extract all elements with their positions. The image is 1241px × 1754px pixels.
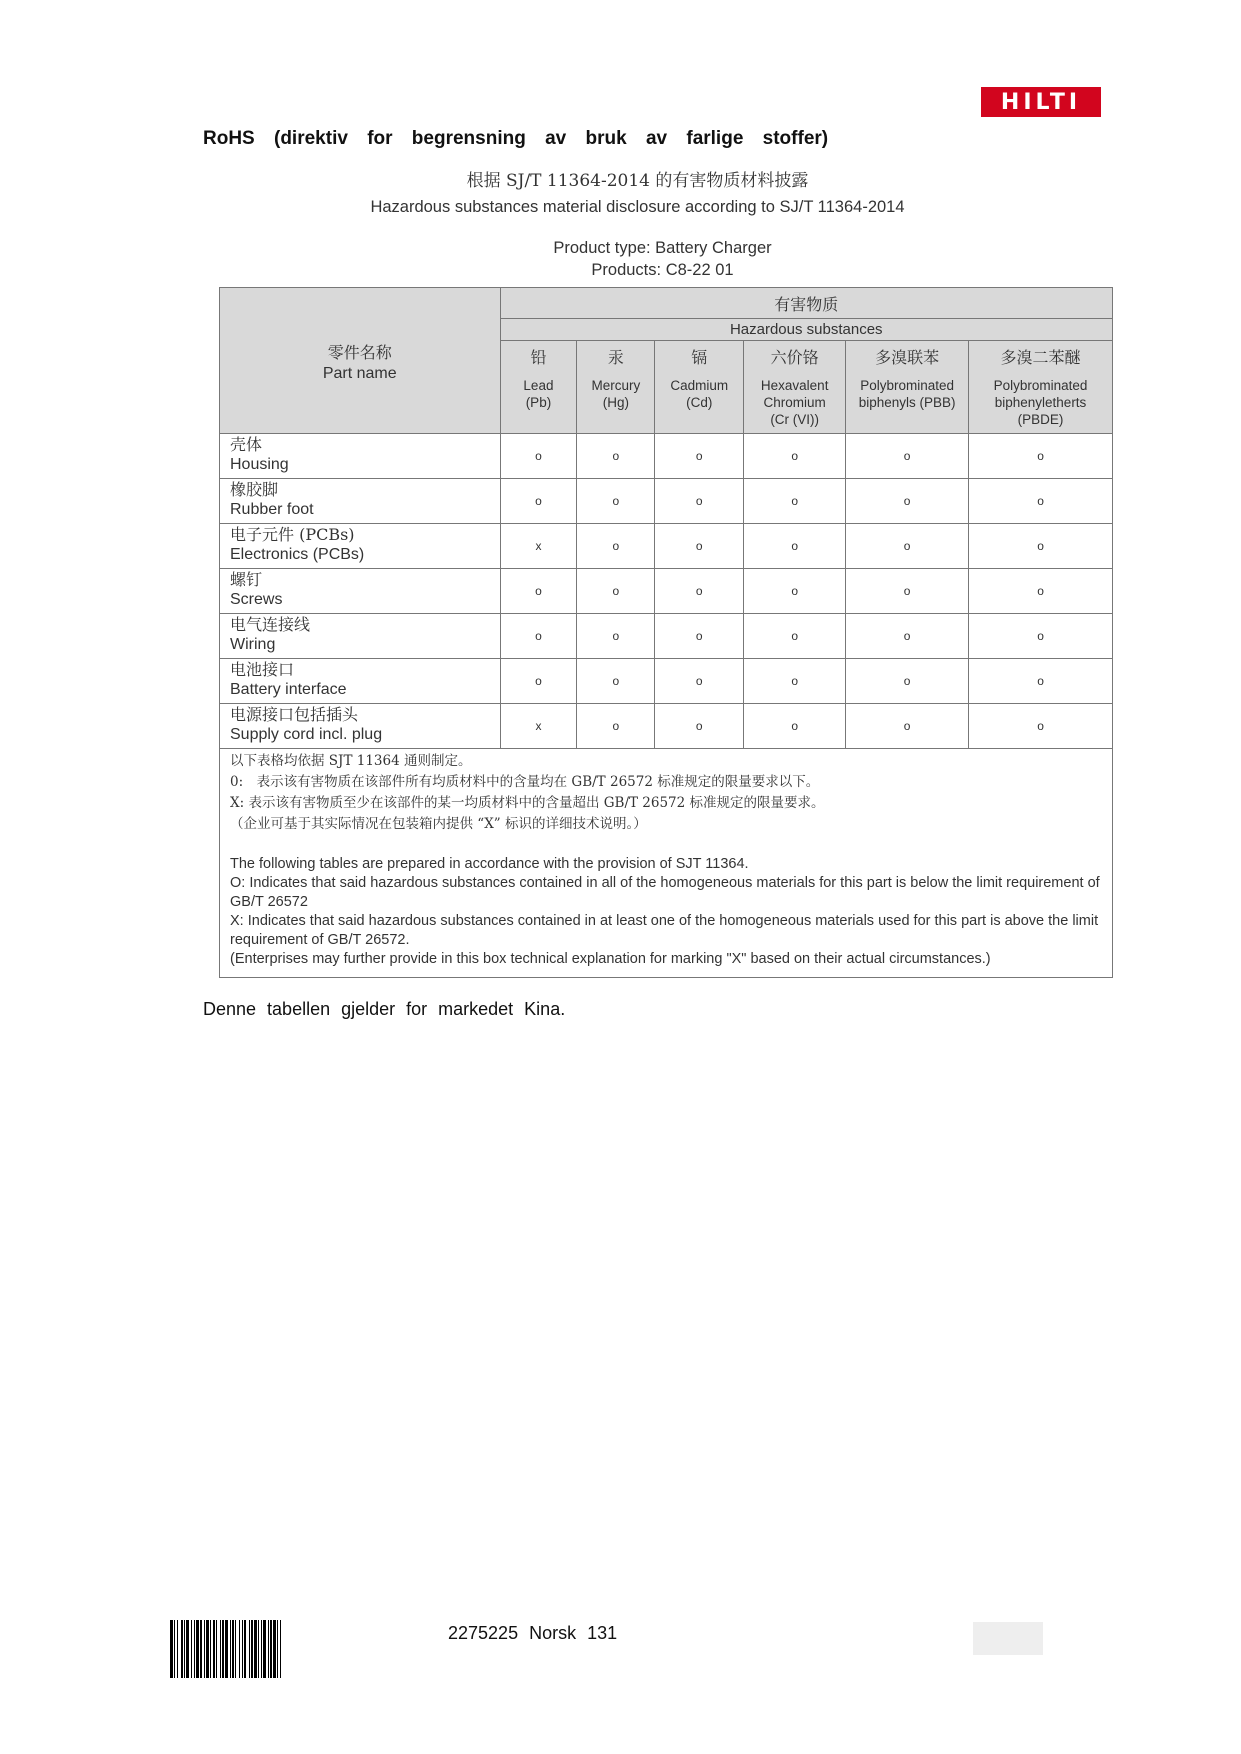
substance-mark: o xyxy=(846,614,969,659)
substance-mark: o xyxy=(969,434,1113,479)
substance-mark: o xyxy=(577,614,655,659)
substance-mark: o xyxy=(969,704,1113,749)
substance-mark: o xyxy=(744,659,846,704)
substance-mark: x xyxy=(500,524,577,569)
page-id: 2275225 Norsk 131 xyxy=(448,1623,618,1643)
table-row xyxy=(220,479,1113,524)
note-line-en: The following tables are prepared in accordance with the provision of SJT 11364. xyxy=(230,856,749,872)
section-heading: RoHS (direktiv for begrensning av bruk av farlige stoffer) xyxy=(203,128,829,149)
substance-mark: o xyxy=(744,704,846,749)
substance-mark: o xyxy=(846,479,969,524)
table-row xyxy=(220,434,1113,479)
substance-mark: o xyxy=(577,569,655,614)
hazardous-substances-table xyxy=(219,287,1113,978)
substance-mark: x xyxy=(500,704,577,749)
substance-mark: o xyxy=(500,434,577,479)
substance-mark: o xyxy=(500,569,577,614)
note-line-cn: 以下表格均依据 SJT 11364 通则制定。 xyxy=(230,753,472,769)
substance-mark: o xyxy=(500,479,577,524)
note-line-en: X: Indicates that said hazardous substances contained in at least one of the homogeneous materials used for this part is above the limit requirement of GB/T 26572. xyxy=(230,913,1099,948)
substance-column-header: 多溴二苯醚 Polybrominated biphenyletherts (PBDE) xyxy=(969,341,1113,434)
product-type: Product type: Battery Charger xyxy=(553,239,772,257)
disclosure-title-en: Hazardous substances material disclosure according to SJ/T 11364-2014 xyxy=(370,198,905,216)
substance-column-header: 六价铬 Hexavalent Chromium (Cr (VI)) xyxy=(744,341,846,434)
hilti-logo: HILTI xyxy=(981,87,1101,117)
disclosure-header xyxy=(215,166,1110,281)
note-line-en: (Enterprises may further provide in this box technical explanation for marking "X" based on their actual circumstances.) xyxy=(230,951,991,967)
note-line-cn: X: 表示该有害物质至少在该部件的某一均质材料中的含量超出 GB/T 26572 标准规定的限量要求。 xyxy=(230,795,825,811)
table-row xyxy=(220,614,1113,659)
substance-mark: o xyxy=(744,434,846,479)
substance-mark: o xyxy=(655,524,744,569)
substance-mark: o xyxy=(577,704,655,749)
substance-mark: o xyxy=(969,569,1113,614)
substance-column-header: 铅 Lead (Pb) xyxy=(500,341,577,434)
part-name-cell: 螺钉 Screws xyxy=(220,569,501,614)
barcode xyxy=(170,1620,425,1678)
page-tab-marker xyxy=(973,1622,1043,1655)
note-line-en: O: Indicates that said hazardous substances contained in all of the homogeneous materials for this part is below the limit requirement of GB/T 26572 xyxy=(230,875,1100,910)
substance-mark: o xyxy=(744,614,846,659)
table-row xyxy=(220,524,1113,569)
part-name-cell: 电池接口 Battery interface xyxy=(220,659,501,704)
table-row xyxy=(220,569,1113,614)
substance-mark: o xyxy=(577,659,655,704)
hazard-header-cn: 有害物质 xyxy=(500,288,1112,319)
substance-mark: o xyxy=(846,659,969,704)
table-row xyxy=(220,704,1113,749)
substance-mark: o xyxy=(655,659,744,704)
note-line-cn: （企业可基于其实际情况在包装箱内提供 “X” 标识的详细技术说明。） xyxy=(230,816,647,832)
substance-mark: o xyxy=(577,479,655,524)
part-name-cell: 电源接口包括插头 Supply cord incl. plug xyxy=(220,704,501,749)
substance-mark: o xyxy=(846,569,969,614)
part-name-cell: 橡胶脚 Rubber foot xyxy=(220,479,501,524)
substance-mark: o xyxy=(969,614,1113,659)
substance-mark: o xyxy=(744,479,846,524)
substance-mark: o xyxy=(500,614,577,659)
part-name-header: 零件名称 Part name xyxy=(220,288,501,434)
substance-mark: o xyxy=(655,434,744,479)
part-name-cell: 壳体 Housing xyxy=(220,434,501,479)
substance-mark: o xyxy=(969,524,1113,569)
products: Products: C8-22 01 xyxy=(591,261,734,279)
part-name-cell: 电气连接线 Wiring xyxy=(220,614,501,659)
substance-mark: o xyxy=(655,569,744,614)
substance-column-header: 多溴联苯 Polybrominated biphenyls (PBB) xyxy=(846,341,969,434)
substance-mark: o xyxy=(846,524,969,569)
disclosure-title-cn: 根据 SJ/T 11364-2014 的有害物质材料披露 xyxy=(466,171,809,191)
market-note: Denne tabellen gjelder for markedet Kina. xyxy=(203,999,566,1019)
substance-mark: o xyxy=(655,614,744,659)
substance-mark: o xyxy=(969,659,1113,704)
substance-mark: o xyxy=(655,704,744,749)
substance-mark: o xyxy=(969,479,1113,524)
substance-mark: o xyxy=(744,569,846,614)
table-row xyxy=(220,659,1113,704)
substance-mark: o xyxy=(846,704,969,749)
hazard-header-en: Hazardous substances xyxy=(500,319,1112,341)
substance-mark: o xyxy=(846,434,969,479)
substance-mark: o xyxy=(500,659,577,704)
substance-column-header: 汞 Mercury (Hg) xyxy=(577,341,655,434)
substance-mark: o xyxy=(577,524,655,569)
substance-column-header: 镉 Cadmium (Cd) xyxy=(655,341,744,434)
table-notes xyxy=(220,749,1113,978)
note-line-cn: 0: 表示该有害物质在该部件所有均质材料中的含量均在 GB/T 26572 标准规定的限量要求以下。 xyxy=(230,774,820,790)
substance-mark: o xyxy=(655,479,744,524)
part-name-cell: 电子元件 (PCBs) Electronics (PCBs) xyxy=(220,524,501,569)
substance-mark: o xyxy=(577,434,655,479)
substance-mark: o xyxy=(744,524,846,569)
